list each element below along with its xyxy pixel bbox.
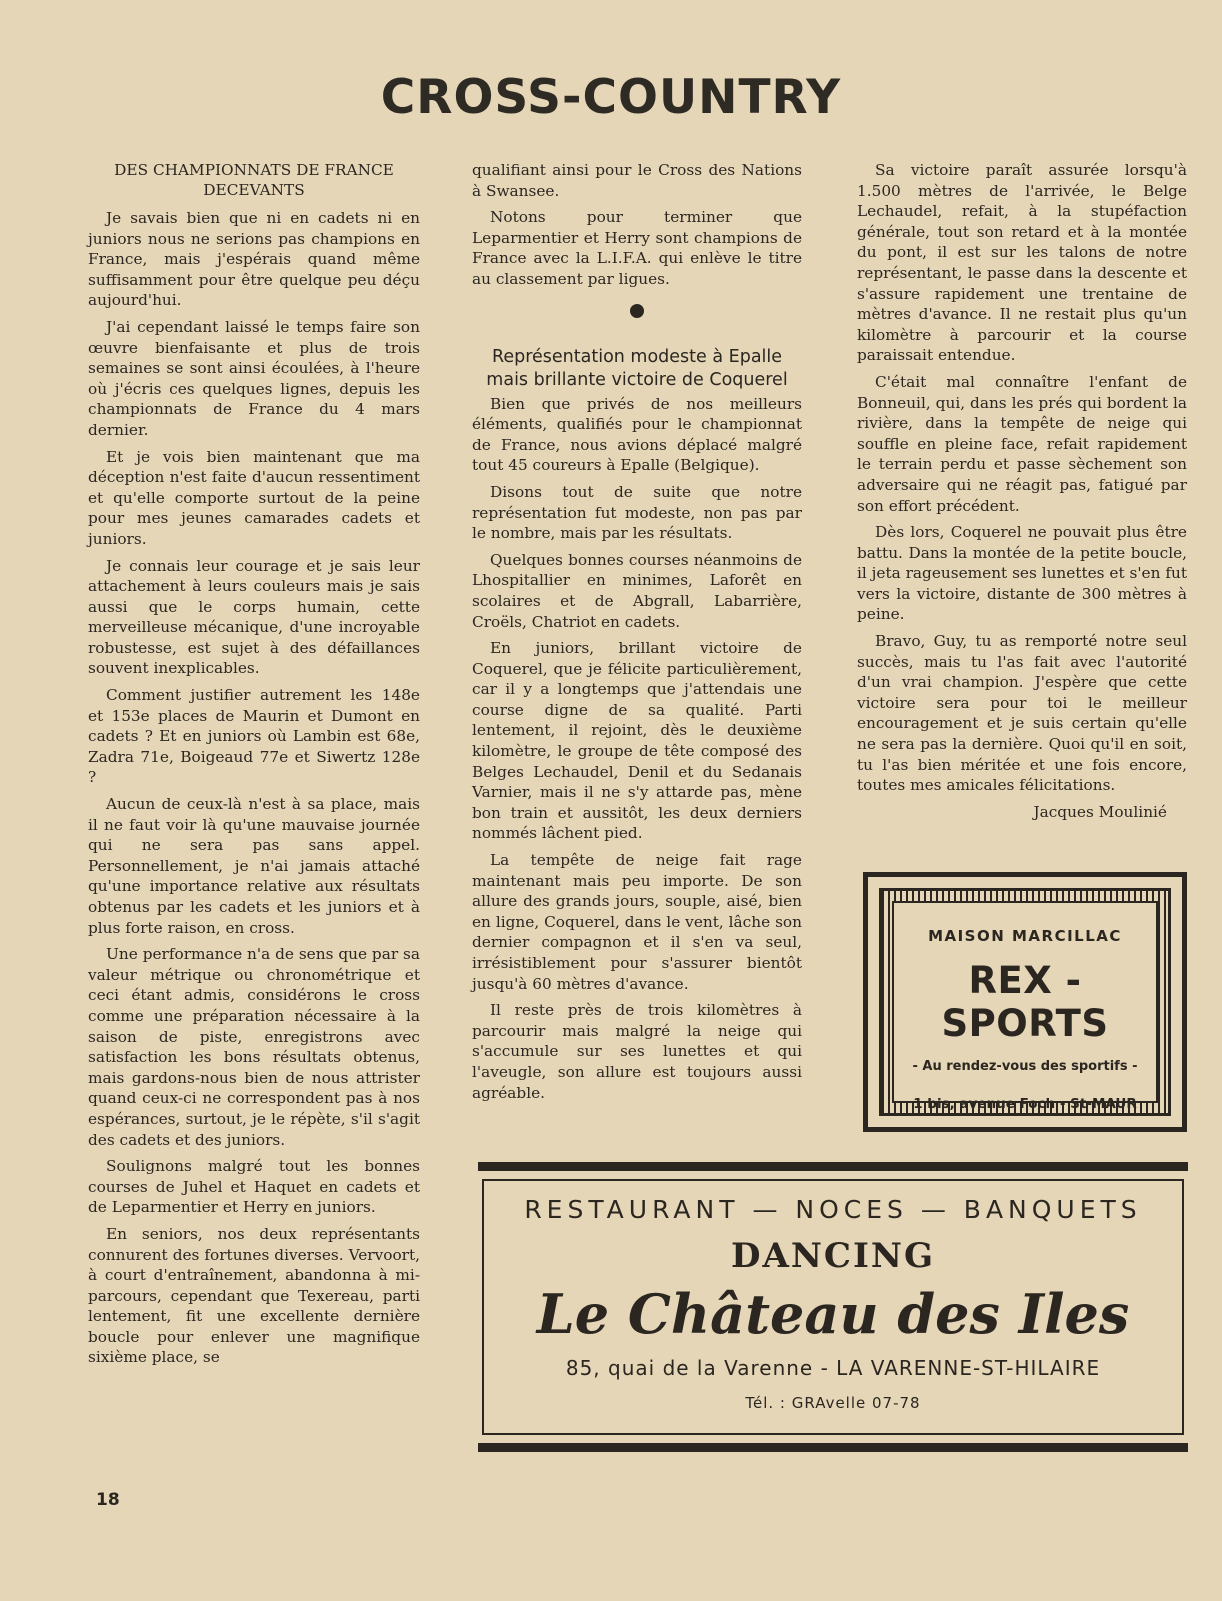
article-paragraph: Aucun de ceux-là n'est à sa place, mais il ne faut voir là qu'une mauvaise journée qui ne sera pas sans appel. Personnellement, je n'ai jamais attaché qu'une importance relative aux résultats obtenus par les cadets et les juniors et à plus forte raison, en cross. (88, 795, 420, 937)
article-paragraph: J'ai cependant laissé le temps faire son œuvre bienfaisante et plus de trois semaines se sont ainsi écoulées, à l'heure où j'écris ces quelques lignes, depuis les championnats de France du 4 mars dernier. (88, 317, 420, 439)
ad-content (482, 1179, 1184, 1435)
restaurant-advertisement (478, 1162, 1188, 1452)
article-paragraph: En juniors, brillant victoire de Coquerel, que je félicite particulièrement, car il y a longtemps que j'attendais une course digne de sa qualité. Parti lentement, il rejoint, dès le deuxième kilomètre, le groupe de tête composé des Belges Lechaudel, Denil et du Sedanais Varnier, mais il ne s'y attarde pas, mène bon train et aussitôt, les deux derniers nommés lâchent pied. (472, 639, 802, 843)
ad-venue-name: Le Château des Iles (536, 1282, 1130, 1346)
ad-telephone: Tél. : GRAvelle 07-78 (745, 1394, 921, 1412)
ad-services: RESTAURANT — NOCES — BANQUETS (524, 1195, 1142, 1224)
column-2 (472, 160, 802, 1109)
article-paragraph: Sa victoire paraît assurée lorsqu'à 1.500 mètres de l'arrivée, le Belge Lechaudel, refait, à la stupéfaction générale, tout son retard et à la montée du pont, il est sur les talons de notre représentant, le passe dans la descente et s'assure rapidement une trentaine de mètres d'avance. Il ne restait plus qu'un kilomètre à parcourir et la course paraissait entendue. (857, 161, 1187, 365)
ad-content (892, 901, 1158, 1112)
ad-dancing: DANCING (730, 1236, 936, 1276)
article-paragraph: Bien que privés de nos meilleurs éléments, qualifiés pour le championnat de France, nous avions déplacé malgré tout 45 coureurs à Epalle (Belgique). (472, 394, 802, 475)
section-separator-bullet (630, 304, 644, 318)
article-paragraph: qualifiant ainsi pour le Cross des Nations à Swansee. (472, 161, 802, 200)
article-paragraph: La tempête de neige fait rage maintenant mais peu importe. De son allure des grands jours, souple, aisé, bien en ligne, Coquerel, dans le vent, lâche son dernier compagnon et il s'en va seul, irrésistiblement pour s'assurer bientôt jusqu'à 60 mètres d'avance. (472, 851, 802, 993)
page-title: CROSS-COUNTRY (380, 70, 842, 125)
rex-sports-advertisement (863, 872, 1187, 1132)
article-paragraph: Et je vois bien maintenant que ma déception n'est faite d'aucun ressentiment et qu'elle comporte surtout de la peine pour mes jeunes camarades cadets et juniors. (88, 447, 420, 548)
article-paragraph: Il reste près de trois kilomètres à parcourir mais malgré la neige qui s'accumule sur ses lunettes et qui l'aveugle, son allure est toujours aussi agréable. (472, 1001, 802, 1102)
article-paragraph: Dès lors, Coquerel ne pouvait plus être battu. Dans la montée de la petite boucle, il jeta rageusement ses lunettes et s'en fut vers la victoire, distante de 300 mètres à peine. (857, 523, 1187, 624)
article-paragraph: Comment justifier autrement les 148e et 153e places de Maurin et Dumont en cadets ? Et en juniors où Lambin est 68e, Zadra 71e, Boigeaud 77e et Siwertz 128e ? (88, 686, 420, 787)
ad-house-name: MAISON MARCILLAC (928, 927, 1122, 945)
ad-frame (879, 888, 1171, 1116)
section-heading-epalle: Représentation modeste à Epalle mais brillante victoire de Coquerel (486, 346, 788, 390)
article-paragraph: Quelques bonnes courses néanmoins de Lhospitallier en minimes, Laforêt en scolaires et de Abgrall, Labarrière, Croëls, Chatriot en cadets. (472, 550, 802, 631)
article-paragraph: Je savais bien que ni en cadets ni en juniors nous ne serions pas champions en France, mais j'espérais quand même suffisamment pour être quelque peu déçu aujourd'hui. (88, 209, 420, 310)
article-paragraph: Disons tout de suite que notre représentation fut modeste, non pas par le nombre, mais par les résultats. (472, 482, 802, 543)
column-3 (857, 160, 1187, 822)
article-paragraph: Bravo, Guy, tu as remporté notre seul succès, mais tu l'as fait avec l'autorité d'un vrai champion. J'espère que cette victoire sera pour toi le meilleur encouragement et je suis certain qu'elle ne sera pas la dernière. Quoi qu'il en soit, tu l'as bien méritée et une fois encore, toutes mes amicales félicitations. (857, 632, 1187, 795)
article-paragraph: Une performance n'a de sens que par sa valeur métrique ou chronométrique et ceci étant admis, considérons le cross comme une préparation nécessaire à la saison de piste, enregistrons avec satisfaction les bons résultats obtenus, mais gardons-nous bien de nous attrister quand ceux-ci ne correspondent pas à nos espérances, surtout, je le répète, s'il s'agit des cadets et des juniors. (88, 945, 420, 1149)
article-paragraph: Je connais leur courage et je sais leur attachement à leurs couleurs mais je sais aussi que le corps humain, cette merveilleuse mécanique, d'une incroyable robustesse, est sujet à des défaillances souvent inexplicables. (88, 556, 420, 678)
page-number: 18 (96, 1490, 120, 1510)
article-paragraph: En seniors, nos deux représentants connurent des fortunes diverses. Vervoort, à court d'entraînement, abandonna à mi-parcours, cependant que Texereau, parti lentement, fit une excellente dernière boucle pour enlever une magnifique sixième place, se (88, 1224, 420, 1367)
ad-address: 1 bis, avenue Foch - St-MAUR (913, 1096, 1137, 1112)
ad-address: 85, quai de la Varenne - LA VARENNE-ST-HILAIRE (565, 1356, 1101, 1380)
author-signature: Jacques Moulinié (1033, 802, 1167, 821)
article-paragraph: Soulignons malgré tout les bonnes courses de Juhel et Haquet en cadets et de Leparmentier et Herry en juniors. (88, 1157, 420, 1217)
column-1 (88, 160, 420, 1374)
article-paragraph: Notons pour terminer que Leparmentier et Herry sont champions de France avec la L.I.F.A. qui enlève le titre au classement par ligues. (472, 208, 802, 288)
ad-brand-name: REX - SPORTS (941, 959, 1109, 1045)
article-paragraph: C'était mal connaître l'enfant de Bonneuil, qui, dans les prés qui bordent la rivière, dans la tempête de neige qui souffle en pleine face, refait rapidement le terrain perdu et passe sèchement son adversaire qui ne réagit pas, fatigué par son effort précédent. (857, 372, 1187, 515)
section-heading-championnats: DES CHAMPIONNATS DE FRANCE DECEVANTS (114, 161, 394, 199)
ad-slogan: - Au rendez-vous des sportifs - (912, 1059, 1138, 1074)
